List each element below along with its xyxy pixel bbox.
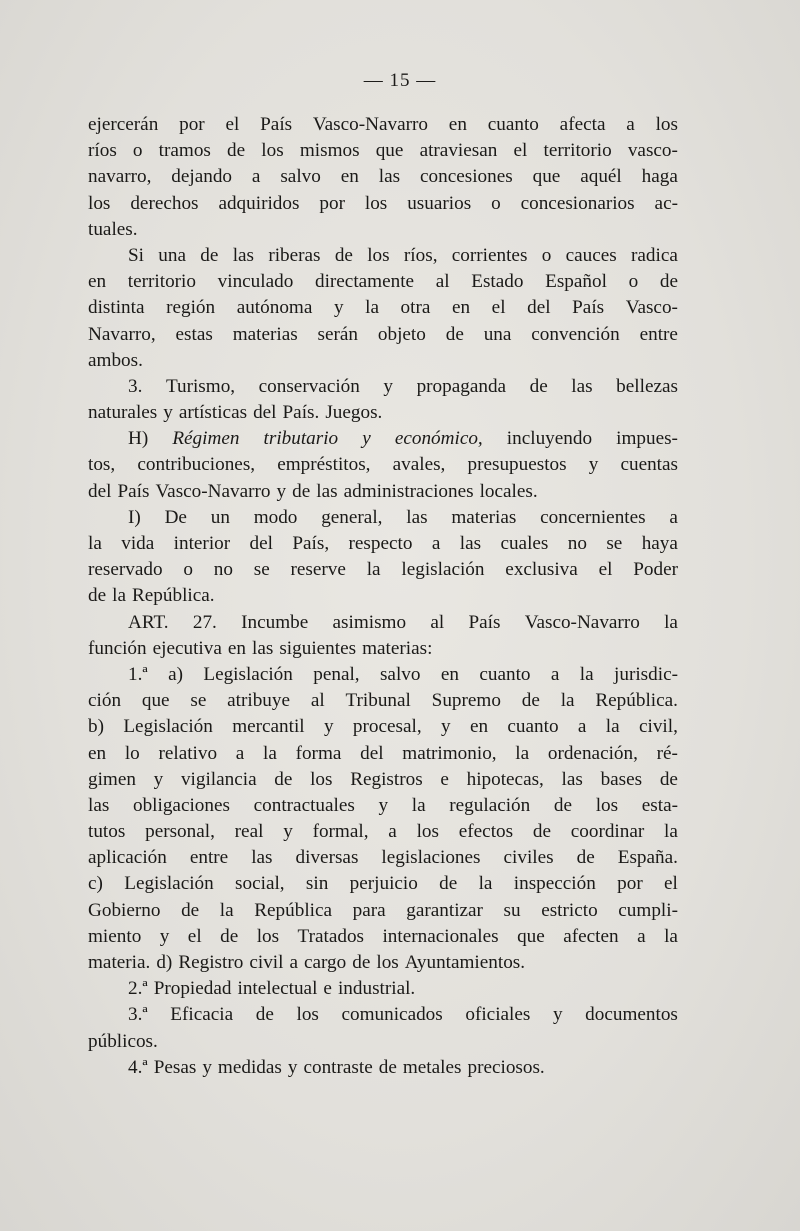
text-line: Navarro, estas materias serán objeto de una convención entre bbox=[88, 323, 678, 345]
text-line: tutos personal, real y formal, a los efectos de coordinar la bbox=[88, 821, 678, 843]
text-line: en territorio vinculado directamente al Estado Español o de bbox=[88, 271, 678, 293]
text-line: en lo relativo a la forma del matrimonio, la ordenación, ré- bbox=[88, 742, 678, 764]
text-line: Si una de las riberas de los ríos, corrientes o cauces radica bbox=[128, 244, 678, 266]
text-line: 1.ª a) Legislación penal, salvo en cuanto a la jurisdic- bbox=[128, 663, 678, 685]
text-line: función ejecutiva en las siguientes materias: bbox=[88, 637, 433, 659]
text-line: públicos. bbox=[88, 1030, 158, 1052]
text-line: los derechos adquiridos por los usuarios o concesionarios ac- bbox=[88, 192, 678, 214]
text-line: de la República. bbox=[88, 585, 215, 607]
text-line: 3.ª Eficacia de los comunicados oficiales y documentos bbox=[128, 1004, 678, 1026]
text-line: miento y el de los Tratados internacionales que afecten a la bbox=[88, 925, 678, 947]
text-line: ción que se atribuye al Tribunal Supremo de la República. bbox=[88, 690, 678, 712]
text-line: c) Legislación social, sin perjuicio de la inspección por el bbox=[88, 873, 678, 895]
body-text bbox=[88, 112, 678, 1081]
text-line: reservado o no se reserve la legislación exclusiva el Poder bbox=[88, 559, 678, 581]
text-line: ART. 27. Incumbe asimismo al País Vasco-Navarro la bbox=[128, 611, 678, 633]
text-line: aplicación entre las diversas legislaciones civiles de España. bbox=[88, 847, 678, 869]
text-line: distinta región autónoma y la otra en el del País Vasco- bbox=[88, 297, 678, 319]
page-number: — 15 — bbox=[363, 70, 437, 91]
text-line: del País Vasco-Navarro y de las administraciones locales. bbox=[88, 480, 538, 502]
text-line: gimen y vigilancia de los Registros e hipotecas, las bases de bbox=[88, 768, 678, 790]
text-line: I) De un modo general, las materias concernientes a bbox=[128, 506, 678, 528]
text-line: 2.ª Propiedad intelectual e industrial. bbox=[128, 978, 416, 1000]
text-line: tos, contribuciones, empréstitos, avales, presupuestos y cuentas bbox=[88, 454, 678, 476]
text-line: naturales y artísticas del País. Juegos. bbox=[88, 402, 383, 424]
text-line: ambos. bbox=[88, 349, 143, 371]
text-line: Gobierno de la República para garantizar su estricto cumpli- bbox=[88, 899, 678, 921]
text-line: 4.ª Pesas y medidas y contraste de metales preciosos. bbox=[128, 1056, 545, 1078]
text-line: las obligaciones contractuales y la regulación de los esta- bbox=[88, 794, 678, 816]
text-line: materia. d) Registro civil a cargo de los Ayuntamientos. bbox=[88, 952, 526, 973]
text-line: b) Legislación mercantil y procesal, y en cuanto a la civil, bbox=[88, 716, 678, 738]
text-line: tuales. bbox=[88, 218, 138, 240]
text-line: H) Régimen tributario y económico, incluyendo impues- bbox=[128, 428, 678, 450]
text-line: la vida interior del País, respecto a las cuales no se haya bbox=[88, 533, 678, 554]
text-line: navarro, dejando a salvo en las concesiones que aquél haga bbox=[88, 166, 678, 188]
text-line: ejercerán por el País Vasco-Navarro en cuanto afecta a los bbox=[88, 114, 678, 135]
text-line: 3. Turismo, conservación y propaganda de las bellezas bbox=[128, 375, 678, 397]
text-line: ríos o tramos de los mismos que atraviesan el territorio vasco- bbox=[88, 140, 678, 162]
